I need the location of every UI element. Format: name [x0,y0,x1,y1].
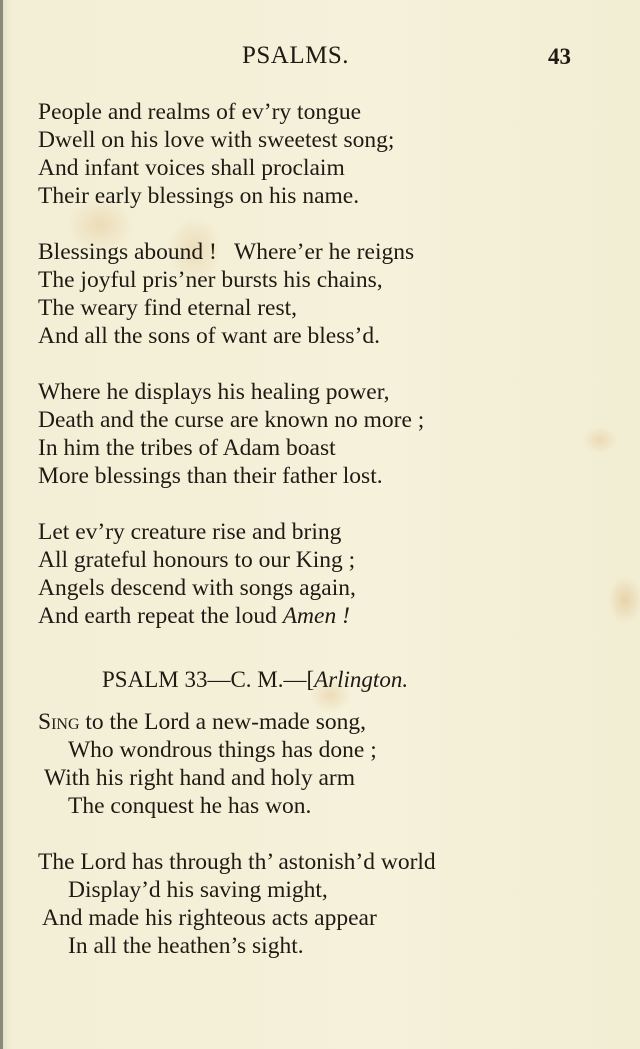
verse-line: And made his righteous acts appear [42,905,377,931]
verse-line: All grateful honours to our King ; [38,547,356,573]
verse-line: In all the heathen’s sight. [68,933,304,959]
verse-line: The Lord has through th’ astonish’d world [38,849,436,875]
verse-line: Where he displays his healing power, [38,379,390,405]
drop-word: Sing [38,709,80,735]
verse-text: And earth repeat the loud [38,603,283,629]
page-spine-edge [0,0,3,1049]
verse-line: Who wondrous things has done ; [68,737,377,763]
verse-line: And infant voices shall proclaim [38,155,345,181]
verse-line: In him the tribes of Adam boast [38,435,336,461]
tune-name: Arlington. [314,667,409,692]
running-title: PSALMS. [242,42,350,69]
psalm-label: PSALM 33—C. M.—[ [102,667,315,692]
verse-line: With his right hand and holy arm [44,765,356,791]
verse-line: Dwell on his love with sweetest song; [38,127,395,153]
page-number: 43 [548,44,571,69]
verse-line: Angels descend with songs again, [38,575,356,601]
verse-line: People and realms of ev’ry tongue [38,99,362,125]
psalm-heading [102,667,408,693]
verse-line: Death and the curse are known no more ; [38,407,425,433]
verse-text: to the Lord a new-made song, [79,709,367,735]
stanza-2 [38,238,414,350]
amen-italic: Amen ! [282,603,350,629]
verse-line: Display’d his saving might, [68,877,328,903]
stanza-3 [38,378,424,490]
verse-line: And all the sons of want are bless’d. [38,323,380,349]
verse-line: The weary find eternal rest, [38,295,298,321]
verse-line: Their early blessings on his name. [38,183,360,209]
verse-line: Blessings abound ! Where’er he reigns [38,239,415,265]
verse-line: The joyful pris’ner bursts his chains, [38,267,383,293]
stanza-4 [38,518,356,630]
stanza-1 [38,98,394,210]
verse-line: Let ev’ry creature rise and bring [38,519,342,545]
verse-line [38,602,356,630]
verse-line: The conquest he has won. [68,793,312,819]
running-header [0,42,640,82]
psalm-33-stanza-2 [38,848,436,960]
verse-line: More blessings than their father lost. [38,463,383,489]
verse-line [38,708,377,736]
psalm-33-stanza-1 [38,708,377,820]
